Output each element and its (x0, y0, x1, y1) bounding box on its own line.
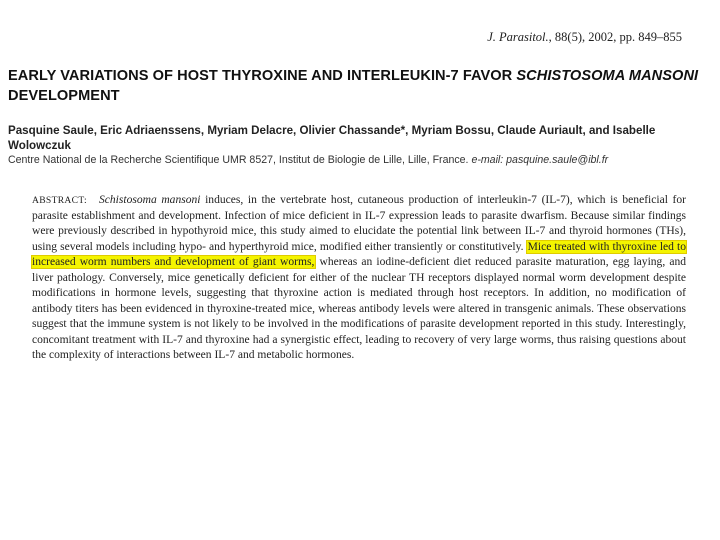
abstract-species: Schistosoma mansoni (99, 194, 201, 206)
author-list: Pasquine Saule, Eric Adriaenssens, Myriam Delacre, Olivier Chassande*, Myriam Bossu, Claude Auriault, and Isabelle Wolowczuk (8, 124, 656, 152)
affiliation-text: Centre National de la Recherche Scientifique UMR 8527, Institut de Biologie de Lille, Lille, France. (8, 154, 472, 166)
paper-title (8, 66, 708, 106)
abstract-paragraph (32, 193, 686, 364)
abstract-text-before-highlight: induces, in the vertebrate host, cutaneous production of interleukin-7 (IL-7), which is beneficial for parasite establishment and development. Infection of mice deficient in IL-7 expression leads to parasite dwarfism. Because similar findings were previously described in hypothyroid mice, this study aimed to elucidate the potential link between IL-7 and thyroid hormones (THs), using several models including hypo- and hyperthyroid mice, modified either transiently or constitutively. (32, 194, 686, 253)
citation-details: , 88(5), 2002, pp. 849–855 (548, 30, 682, 44)
journal-citation (487, 30, 682, 45)
email-address: e-mail: pasquine.saule@ibl.fr (471, 154, 609, 166)
affiliation (8, 154, 708, 168)
highlighted-sentence: Mice treated with thyroxine led to increased worm numbers and development of giant worms, (32, 240, 686, 268)
journal-name: J. Parasitol. (487, 30, 549, 44)
title-part-2: DEVELOPMENT (8, 88, 120, 104)
abstract-text-after-highlight: whereas an iodine-deficient diet reduced parasite maturation, egg laying, and liver pathology. Conversely, mice genetically deficient for either of the nuclear TH receptors displayed normal worm development despite modifications in hormone levels, suggesting that thyroxine action is mediated through host receptors. In addition, no modification of antibody titers has been evidenced in thyroxine-treated mice, whereas antibody levels were altered in transgenic animals. These observations suggest that the immune system is not likely to be involved in the modifications of parasite development reported in this study. Interestingly, concomitant treatment with IL-7 and thyroxine had a synergistic effect, leading to recovery of very large worms, thus raising questions about the complexity of interactions between IL-7 and metabolic hormones. (32, 256, 686, 361)
title-species: SCHISTOSOMA MANSONI (516, 68, 699, 84)
title-part-1: EARLY VARIATIONS OF HOST THYROXINE AND INTERLEUKIN-7 FAVOR (8, 68, 517, 84)
abstract-label: ABSTRACT: (32, 195, 87, 206)
